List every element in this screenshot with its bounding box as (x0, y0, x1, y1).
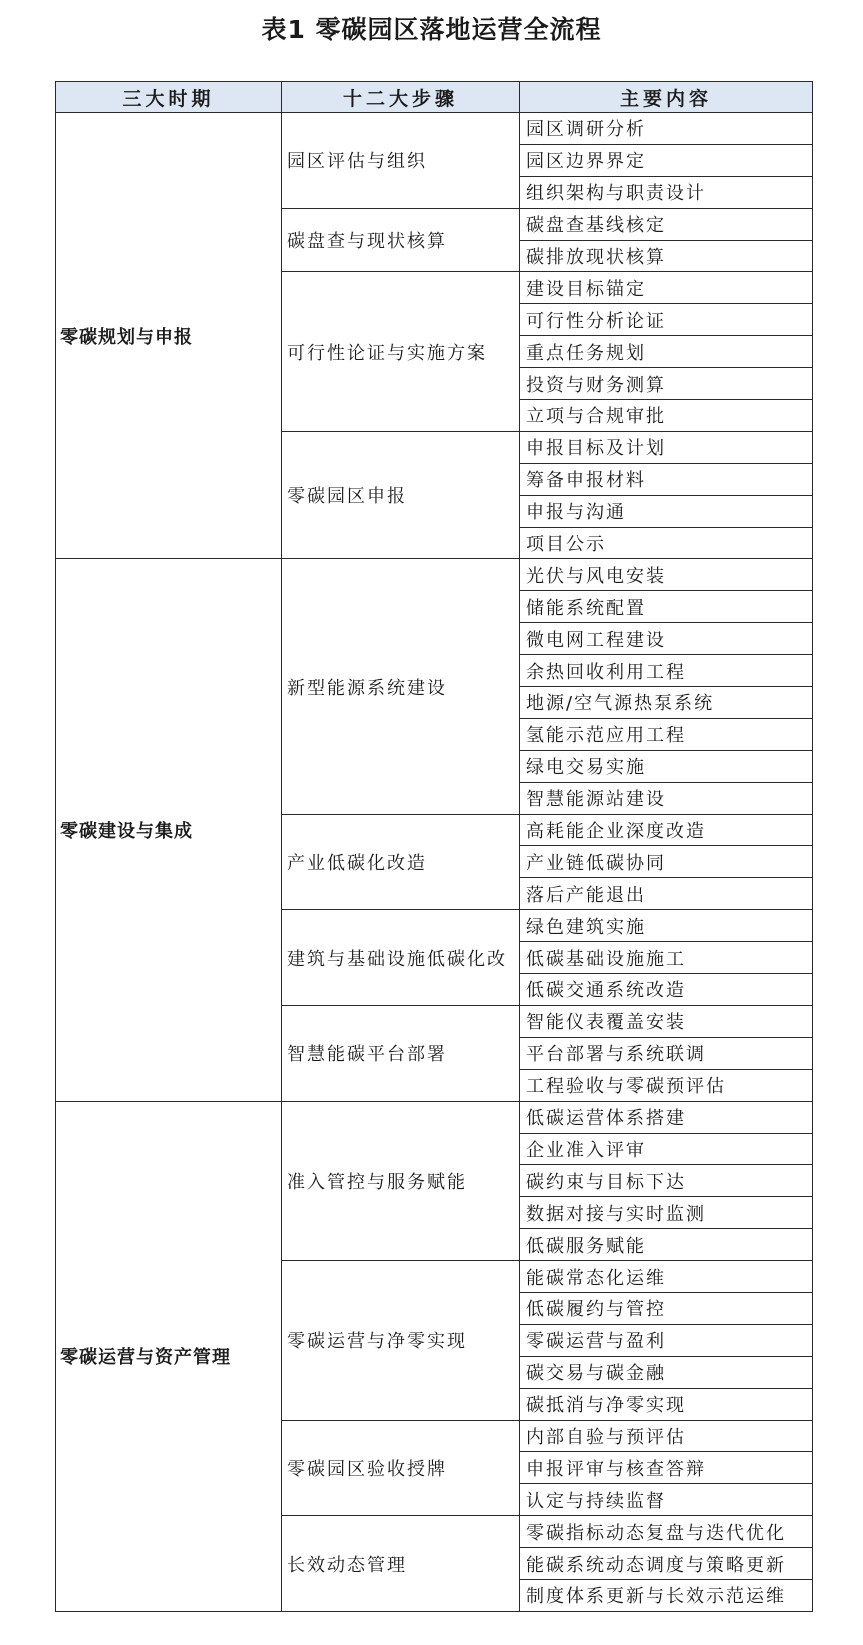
content-cell: 企业准入评审 (520, 1133, 813, 1165)
content-cell: 申报目标及计划 (520, 431, 813, 463)
step-cell: 零碳园区验收授牌 (282, 1420, 520, 1516)
content-cell: 低碳基础设施施工 (520, 942, 813, 974)
step-cell: 建筑与基础设施低碳化改 (282, 910, 520, 1006)
content-cell: 投资与财务测算 (520, 368, 813, 400)
content-cell: 低碳履约与管控 (520, 1292, 813, 1324)
content-cell: 建设目标锚定 (520, 272, 813, 304)
content-cell: 氢能示范应用工程 (520, 718, 813, 750)
process-table (55, 81, 813, 1612)
phase-cell: 零碳运营与资产管理 (56, 1101, 282, 1611)
content-cell: 储能系统配置 (520, 591, 813, 623)
content-cell: 可行性分析论证 (520, 304, 813, 336)
table-body (56, 113, 813, 1612)
content-cell: 绿色建筑实施 (520, 910, 813, 942)
step-cell: 碳盘查与现状核算 (282, 208, 520, 272)
content-cell: 零碳指标动态复盘与迭代优化 (520, 1516, 813, 1548)
header-phase: 三大时期 (56, 82, 282, 113)
content-cell: 筹备申报材料 (520, 463, 813, 495)
table-title: 表1 零碳园区落地运营全流程 (261, 15, 602, 44)
content-cell: 工程验收与零碳预评估 (520, 1069, 813, 1101)
content-cell: 低碳服务赋能 (520, 1229, 813, 1261)
content-cell: 内部自验与预评估 (520, 1420, 813, 1452)
step-cell: 零碳运营与净零实现 (282, 1261, 520, 1420)
content-cell: 余热回收利用工程 (520, 655, 813, 687)
step-cell: 产业低碳化改造 (282, 814, 520, 910)
content-cell: 落后产能退出 (520, 878, 813, 910)
content-cell: 智能仪表覆盖安装 (520, 1005, 813, 1037)
content-cell: 碳排放现状核算 (520, 240, 813, 272)
content-cell: 碳盘查基线核定 (520, 208, 813, 240)
content-cell: 能碳常态化运维 (520, 1261, 813, 1293)
step-cell: 零碳园区申报 (282, 431, 520, 559)
content-cell: 能碳系统动态调度与策略更新 (520, 1548, 813, 1580)
content-cell: 低碳交通系统改造 (520, 974, 813, 1006)
content-cell: 产业链低碳协同 (520, 846, 813, 878)
content-cell: 碳抵消与净零实现 (520, 1388, 813, 1420)
step-cell: 智慧能碳平台部署 (282, 1005, 520, 1101)
content-cell: 园区调研分析 (520, 113, 813, 145)
content-cell: 光伏与风电安装 (520, 559, 813, 591)
step-cell: 新型能源系统建设 (282, 559, 520, 814)
content-cell: 制度体系更新与长效示范运维 (520, 1579, 813, 1611)
content-cell: 绿电交易实施 (520, 750, 813, 782)
table-row (56, 559, 813, 591)
content-cell: 申报与沟通 (520, 495, 813, 527)
content-cell: 微电网工程建设 (520, 623, 813, 655)
content-cell: 申报评审与核查答辩 (520, 1452, 813, 1484)
content-cell: 智慧能源站建设 (520, 782, 813, 814)
content-cell: 碳约束与目标下达 (520, 1165, 813, 1197)
step-cell: 可行性论证与实施方案 (282, 272, 520, 431)
header-step: 十二大步骤 (282, 82, 520, 113)
phase-cell: 零碳规划与申报 (56, 113, 282, 559)
content-cell: 项目公示 (520, 527, 813, 559)
content-cell: 高耗能企业深度改造 (520, 814, 813, 846)
content-cell: 组织架构与职责设计 (520, 176, 813, 208)
header-row (56, 82, 813, 113)
content-cell: 数据对接与实时监测 (520, 1197, 813, 1229)
content-cell: 园区边界界定 (520, 144, 813, 176)
step-cell: 准入管控与服务赋能 (282, 1101, 520, 1260)
content-cell: 立项与合规审批 (520, 400, 813, 432)
content-cell: 认定与持续监督 (520, 1484, 813, 1516)
content-cell: 碳交易与碳金融 (520, 1356, 813, 1388)
content-cell: 平台部署与系统联调 (520, 1037, 813, 1069)
content-cell: 重点任务规划 (520, 336, 813, 368)
content-cell: 地源/空气源热泵系统 (520, 687, 813, 719)
content-cell: 低碳运营体系搭建 (520, 1101, 813, 1133)
content-cell: 零碳运营与盈利 (520, 1324, 813, 1356)
table-row (56, 1101, 813, 1133)
header-content: 主要内容 (520, 82, 813, 113)
step-cell: 园区评估与组织 (282, 113, 520, 209)
table-row (56, 113, 813, 145)
step-cell: 长效动态管理 (282, 1516, 520, 1612)
phase-cell: 零碳建设与集成 (56, 559, 282, 1101)
